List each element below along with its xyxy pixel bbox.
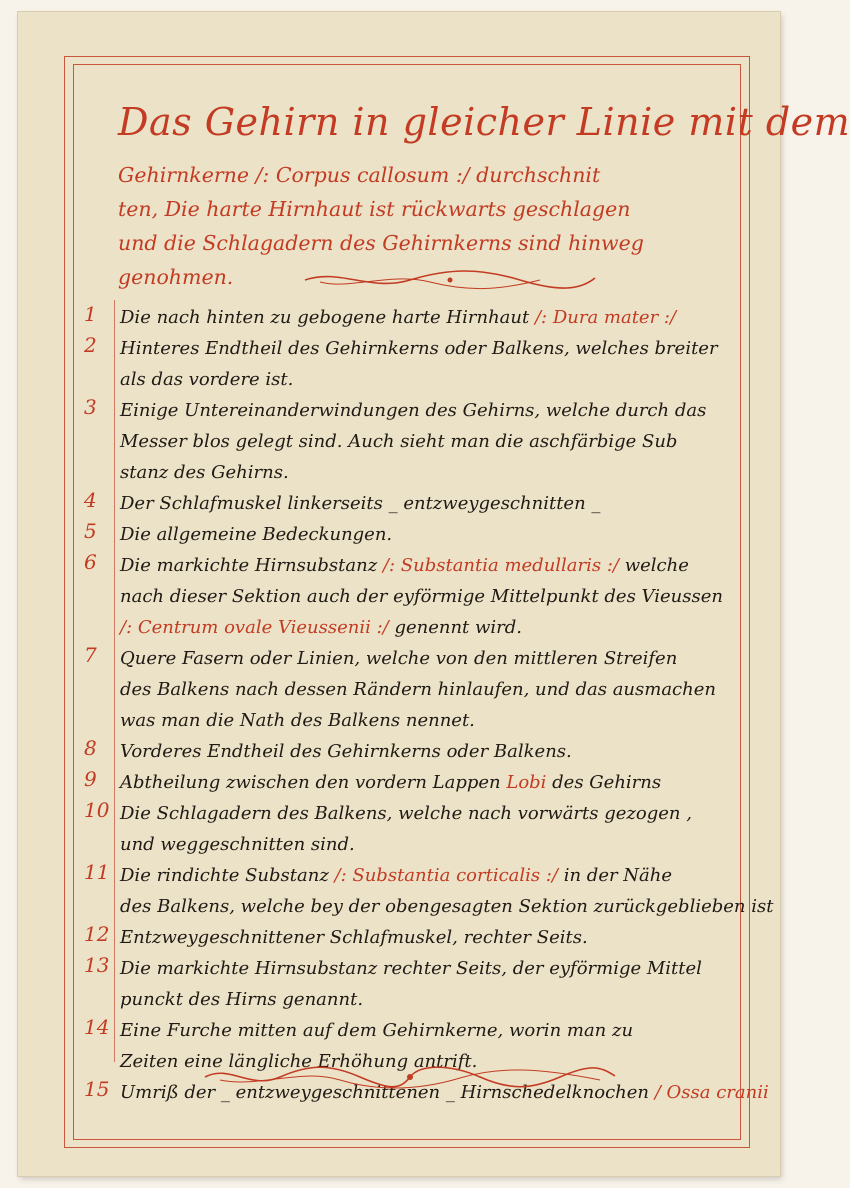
entry-line xyxy=(120,333,726,364)
legend-entry xyxy=(84,922,726,953)
entry-number: 14 xyxy=(84,1015,110,1039)
subtitle-text: Gehirnkerne /: xyxy=(118,163,276,187)
entry-line xyxy=(120,674,726,705)
subtitle-line-1 xyxy=(118,158,738,192)
entry-text: Eine Furche mitten auf dem Gehirnkerne, worin man zu xyxy=(120,1020,634,1041)
legend-entry xyxy=(84,860,774,922)
entry-text: Die markichte Hirnsubstanz xyxy=(120,555,383,576)
entry-number: 15 xyxy=(84,1077,110,1101)
entry-line xyxy=(120,1015,726,1046)
subtitle-line-2: ten, Die harte Hirnhaut ist rückwarts geschlagen xyxy=(118,197,631,221)
entry-line xyxy=(120,829,726,860)
entry-number: 8 xyxy=(84,736,97,760)
entry-line xyxy=(120,550,726,581)
latin-term: Lobi xyxy=(506,772,547,793)
entry-text: punckt des Hirns genannt. xyxy=(120,989,364,1010)
subtitle-text: :/ durchschnit xyxy=(449,163,601,187)
subtitle-line-4: genohmen. xyxy=(118,265,234,289)
latin-term: /: Centrum ovale Vieussenii :/ xyxy=(120,617,389,638)
latin-term: /: Substantia medullaris :/ xyxy=(382,555,619,576)
entry-line xyxy=(120,519,726,550)
subtitle-latin-term: Corpus callosum xyxy=(275,163,450,187)
legend-entry xyxy=(84,643,726,736)
legend-entry xyxy=(84,302,726,333)
entry-text: Die Schlagadern des Balkens, welche nach vorwärts gezogen , xyxy=(120,803,692,824)
entry-number: 4 xyxy=(84,488,97,512)
legend-entry xyxy=(84,333,726,395)
entry-number: 3 xyxy=(84,395,97,419)
entry-number: 9 xyxy=(84,767,97,791)
entry-line xyxy=(120,643,726,674)
entry-number: 2 xyxy=(84,333,97,357)
legend-entries xyxy=(84,302,774,1108)
entry-line xyxy=(120,395,726,426)
entry-line xyxy=(120,860,726,891)
entry-number: 11 xyxy=(84,860,110,884)
entry-line xyxy=(120,798,726,829)
entry-text: Umriß der _ entzweygeschnittenen _ Hirnschedelknochen xyxy=(120,1082,655,1103)
latin-term: /: Dura mater :/ xyxy=(534,307,677,328)
entry-text: Messer blos gelegt sind. Auch sieht man die aschfärbige Sub xyxy=(120,431,678,452)
entry-text: was man die Nath des Balkens nennet. xyxy=(120,710,475,731)
entry-line xyxy=(120,705,726,736)
entry-text: nach dieser Sektion auch der eyförmige Mittelpunkt des Vieussen xyxy=(120,586,723,607)
entry-text: Zeiten eine längliche Erhöhung antrift. xyxy=(120,1051,478,1072)
entry-text: und weggeschnitten sind. xyxy=(120,834,355,855)
legend-entry xyxy=(84,767,726,798)
entry-number: 13 xyxy=(84,953,110,977)
entry-number: 12 xyxy=(84,922,110,946)
legend-entry xyxy=(84,519,726,550)
entry-line xyxy=(120,612,726,643)
entry-text: Die allgemeine Bedeckungen. xyxy=(120,524,393,545)
legend-entry xyxy=(84,395,726,488)
legend-entry xyxy=(84,550,726,643)
entry-line xyxy=(120,767,726,798)
latin-term: / Ossa cranii xyxy=(654,1082,769,1103)
entry-text: Einige Untereinanderwindungen des Gehirns, welche durch das xyxy=(120,400,707,421)
entry-text: Die markichte Hirnsubstanz rechter Seits, der eyförmige Mittel xyxy=(120,958,702,979)
entry-line xyxy=(120,736,726,767)
entry-line xyxy=(120,302,726,333)
entry-line xyxy=(120,488,726,519)
entry-text: Hinteres Endtheil des Gehirnkerns oder Balkens, welches breiter xyxy=(120,338,718,359)
entry-number: 1 xyxy=(84,302,97,326)
entry-number: 6 xyxy=(84,550,97,574)
entry-text: des Balkens, welche bey der obengesagten Sektion zurückgeblieben ist xyxy=(120,896,774,917)
entry-text: des Gehirns xyxy=(546,772,662,793)
entry-line xyxy=(120,922,726,953)
entry-text: Der Schlafmuskel linkerseits _ entzweygeschnitten _ xyxy=(120,493,601,514)
entry-line xyxy=(120,457,726,488)
entry-text: Abtheilung zwischen den vordern Lappen xyxy=(120,772,507,793)
entry-line xyxy=(120,891,774,922)
entry-line xyxy=(120,953,726,984)
entry-text: als das vordere ist. xyxy=(120,369,294,390)
entry-line xyxy=(120,426,726,457)
subtitle-line-3: und die Schlagadern des Gehirnkerns sind hinweg xyxy=(118,231,644,255)
legend-entry xyxy=(84,488,726,519)
entry-text: welche xyxy=(619,555,689,576)
flourish-bottom-ornament xyxy=(200,1062,620,1092)
entry-text: in der Nähe xyxy=(558,865,673,886)
entry-text: Entzweygeschnittener Schlafmuskel, rechter Seits. xyxy=(120,927,588,948)
entry-line xyxy=(120,364,726,395)
entry-line xyxy=(120,984,726,1015)
entry-text: genennt wird. xyxy=(388,617,523,638)
entry-text: Die nach hinten zu gebogene harte Hirnhaut xyxy=(120,307,535,328)
latin-term: /: Substantia corticalis :/ xyxy=(334,865,558,886)
entry-text: stanz des Gehirns. xyxy=(120,462,289,483)
entry-text: Die rindichte Substanz xyxy=(120,865,335,886)
entry-text: des Balkens nach dessen Rändern hinlaufen, und das ausmachen xyxy=(120,679,716,700)
flourish-top-ornament xyxy=(300,268,600,292)
legend-entry xyxy=(84,953,726,1015)
entry-number: 10 xyxy=(84,798,110,822)
legend-entry xyxy=(84,736,726,767)
heading xyxy=(118,96,850,294)
entry-text: Quere Fasern oder Linien, welche von den mittleren Streifen xyxy=(120,648,678,669)
page-title: Das Gehirn in gleicher Linie mit dem xyxy=(118,100,850,144)
entry-number: 7 xyxy=(84,643,97,667)
entry-number: 5 xyxy=(84,519,97,543)
entry-line xyxy=(120,581,726,612)
entry-text: Vorderes Endtheil des Gehirnkerns oder Balkens. xyxy=(120,741,572,762)
legend-entry xyxy=(84,798,726,860)
